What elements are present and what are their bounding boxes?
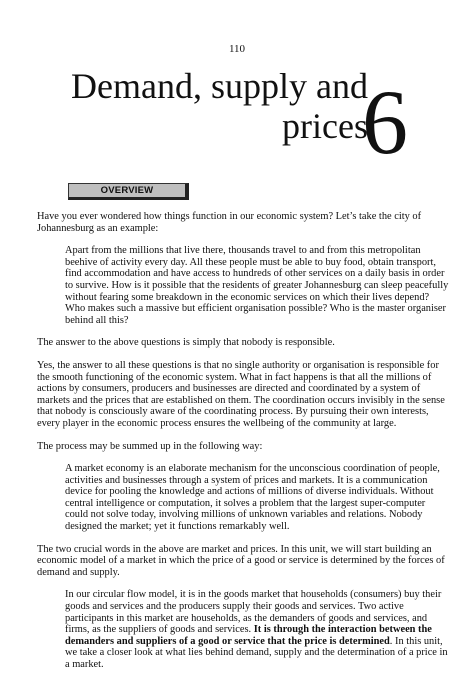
quote-circular-flow — [65, 589, 449, 670]
circular-flow-emphasis: It is through the interaction between the demanders and suppliers of a good or service that the price is determined — [65, 624, 432, 647]
chapter-title-line1: Demand, supply and — [71, 66, 368, 106]
paragraph-intro: Have you ever wondered how things function in our economic system? Let’s take the city of Johannesburg as an example: — [37, 211, 422, 234]
chapter-title-line2: prices — [282, 106, 368, 146]
paragraph-market-prices: The two crucial words in the above are market and prices. In this unit, we will start building an economic model of a market in which the price of a good or service is determined by the forces of demand and supply. — [37, 543, 445, 578]
paragraph-answer: The answer to the above questions is simply that nobody is responsible. — [37, 337, 335, 349]
paragraph-explanation: Yes, the answer to all these questions is that no single authority or organisation is responsible for the smooth functioning of the economic system. What in fact happens is that all the millions of actions by consumers, producers and businesses are directed and coordinated by a system of markets and the prices that are established on them. The coordination occurs invisibly in the sense that nobody is consciously aware of the coordinating process. By pursuing their own interests, every player in the economic process ensures the wellbeing of the community at large. — [37, 359, 445, 429]
chapter-number: 6 — [362, 71, 408, 173]
body-text — [37, 211, 449, 682]
page-number: 110 — [228, 43, 246, 55]
chapter-title — [68, 66, 368, 146]
quote-market-economy: A market economy is an elaborate mechanism for the unconscious coordination of people, activities and businesses through a system of prices and markets. It is a communication device for pooling the knowledge and actions of millions of diverse individuals. Without central intelligence or computation, it solves a problem that the largest super-computer could not solve today, involving millions of unknown variables and relations. Nobody designed the market; yet it functions remarkably well. — [65, 463, 440, 533]
quote-johannesburg: Apart from the millions that live there, thousands travel to and from this metropolitan beehive of activity every day. All these people must be able to buy food, obtain transport, find accommodation and have access to hundreds of other services on a daily basis in order to survive. How is it possible that the residents of greater Johannesburg can sleep peacefully without fearing some breakdown in the economic services on which their lives depend? Who makes such a massive but efficient organisation possible? Who is the master organiser behind all this? — [65, 245, 449, 326]
circular-flow-text: In our circular flow model, it is in the goods market that households (consumers) buy their goods and services and the producers supply their goods and services. Two active participants in this market are households, as the demanders of goods and services, and firms, as the suppliers of goods and services. — [65, 589, 442, 636]
overview-label: OVERVIEW — [68, 183, 189, 200]
circular-flow-text-end: . In this unit, we take a closer look at what lies behind demand, supply and the determination of a price in a market. — [65, 635, 448, 670]
paragraph-summary-lead: The process may be summed up in the following way: — [37, 440, 263, 452]
